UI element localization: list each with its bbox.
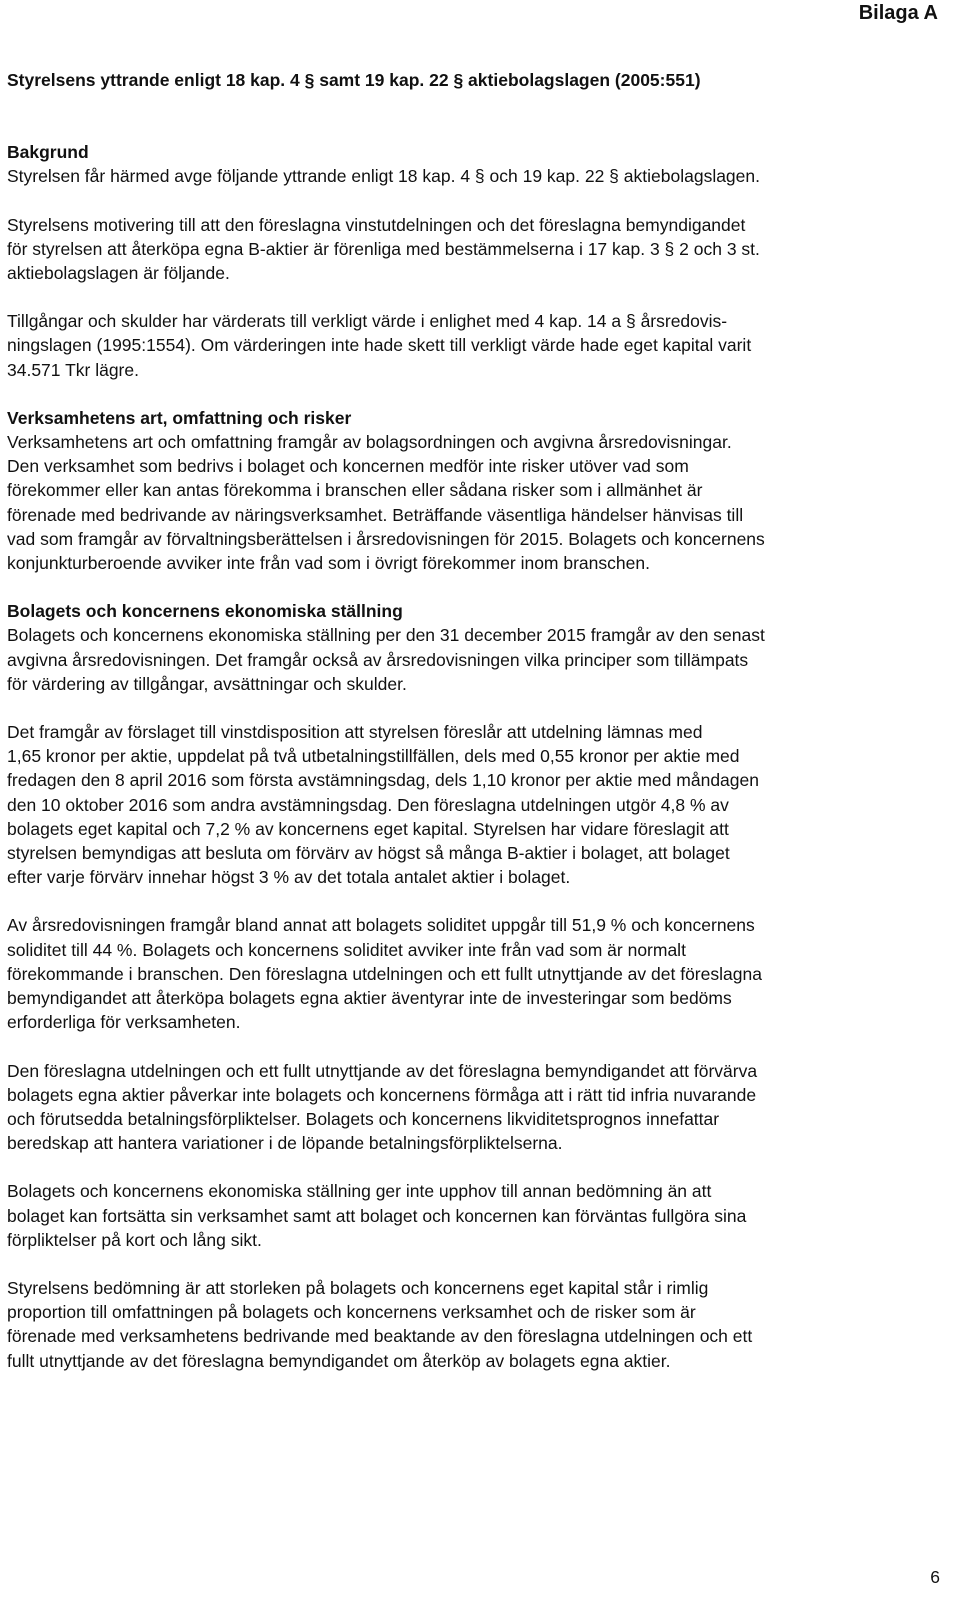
- text-line: den 10 oktober 2016 som andra avstämningsdag. Den föreslagna utdelningen utgör 4,8 % av: [7, 794, 729, 815]
- text-line: bolagets egna aktier påverkar inte bolagets och koncernens förmåga att i rätt tid infria nuvarande: [7, 1084, 757, 1105]
- section-dividend: [7, 720, 952, 889]
- text-line: proportion till omfattningen på bolagets och koncernens verksamhet och de risker som är: [7, 1302, 696, 1323]
- text-line: bemyndigandet att återköpa bolagets egna aktier äventyrar inte de investeringar som bedöms: [7, 988, 732, 1009]
- text-line: bolaget kan fortsätta sin verksamhet samt att bolaget och koncernen kan förväntas fullgöra sina: [7, 1205, 747, 1226]
- text-line: Bolagets och koncernens ekonomiska ställning ger inte upphov till annan bedömning än att: [7, 1181, 712, 1202]
- text-line: soliditet till 44 %. Bolagets och koncernens soliditet avviker inte från vad som är normalt: [7, 939, 686, 960]
- section-liquidity: [7, 1059, 952, 1156]
- text-line: för styrelsen att återköpa egna B-aktier är förenliga med bestämmelserna i 17 kap. 3 § 2 och 3 st.: [7, 238, 760, 259]
- section-valuation: [7, 309, 952, 382]
- text-line: Det framgår av förslaget till vinstdisposition att styrelsen föreslår att utdelning lämnas med: [7, 722, 703, 743]
- text-line: konjunkturberoende avviker inte från vad som i övrigt förekommer inom branschen.: [7, 553, 650, 574]
- text-line: fredagen den 8 april 2016 som första avstämningsdag, dels 1,10 kronor per aktie med måndagen: [7, 770, 759, 791]
- text-line: avgivna årsredovisningen. Det framgår också av årsredovisningen vilka principer som tillämpats: [7, 649, 749, 670]
- text-line: Den föreslagna utdelningen och ett fullt utnyttjande av det föreslagna bemyndigandet att förvärva: [7, 1060, 758, 1081]
- text-line: 1,65 kronor per aktie, uppdelat på två utbetalningstillfällen, dels med 0,55 kronor per aktie med: [7, 746, 740, 767]
- text-line: Styrelsens bedömning är att storleken på bolagets och koncernens eget kapital står i rimlig: [7, 1277, 709, 1298]
- text-line: styrelsen bemyndigas att besluta om förvärv av högst så många B-aktier i bolaget, att bolaget: [7, 843, 730, 864]
- text-line: efter varje förvärv innehar högst 3 % av det totala antalet aktier i bolaget.: [7, 867, 571, 888]
- text-line: Av årsredovisningen framgår bland annat att bolagets soliditet uppgår till 51,9 % och koncernens: [7, 915, 755, 936]
- section-background: [7, 140, 952, 285]
- text-line: för värdering av tillgångar, avsättningar och skulder.: [7, 673, 407, 694]
- text-line: fullt utnyttjande av det föreslagna bemyndigandet om återköp av bolagets egna aktier.: [7, 1350, 671, 1371]
- text-line: Den verksamhet som bedrivs i bolaget och koncernen medför inte risker utöver vad som: [7, 456, 689, 477]
- text-line: beredskap att hantera variationer i de löpande betalningsförpliktelserna.: [7, 1133, 563, 1154]
- section-heading: Bakgrund: [7, 142, 89, 163]
- text-line: Verksamhetens art och omfattning framgår av bolagsordningen och avgivna årsredovisningar.: [7, 432, 732, 453]
- section-heading: Bolagets och koncernens ekonomiska ställning: [7, 601, 403, 622]
- text-line: erforderliga för verksamheten.: [7, 1012, 241, 1033]
- text-line: förpliktelser på kort och lång sikt.: [7, 1229, 262, 1250]
- text-line: och förutsedda betalningsförpliktelser. Bolagets och koncernens likviditetsprognos innefattar: [7, 1108, 720, 1129]
- text-line: förekommande i branschen. Den föreslagna utdelningen och ett fullt utnyttjande av det föreslagna: [7, 963, 762, 984]
- text-line: förenade med bedrivande av näringsverksamhet. Beträffande väsentliga händelser hänvisas till: [7, 504, 744, 525]
- document-title: Styrelsens yttrande enligt 18 kap. 4 § samt 19 kap. 22 § aktiebolagslagen (2005:551): [7, 70, 701, 90]
- text-line: Bolagets och koncernens ekonomiska ställning per den 31 december 2015 framgår av den senast: [7, 625, 765, 646]
- text-line: vad som framgår av förvaltningsberättelsen i årsredovisningen för 2015. Bolagets och koncernens: [7, 528, 765, 549]
- section-nature: [7, 406, 952, 575]
- text-line: bolagets eget kapital och 7,2 % av koncernens eget kapital. Styrelsen har vidare föreslagit att: [7, 818, 729, 839]
- text-line: aktiebolagslagen är följande.: [7, 263, 230, 284]
- text-line: Styrelsens motivering till att den föreslagna vinstutdelningen och det föreslagna bemyndigandet: [7, 214, 746, 235]
- page-number: 6: [930, 1567, 940, 1587]
- section-board-assessment: [7, 1276, 952, 1373]
- text-line: förenade med verksamhetens bedrivande med beaktande av den föreslagna utdelningen och ett: [7, 1326, 753, 1347]
- text-line: 34.571 Tkr lägre.: [7, 359, 139, 380]
- section-solidity: [7, 913, 952, 1034]
- section-financial-position: [7, 599, 952, 696]
- appendix-label: Bilaga A: [858, 2, 938, 24]
- text-line: Tillgångar och skulder har värderats till verkligt värde i enlighet med 4 kap. 14 a § årsredovis-: [7, 311, 728, 332]
- text-line: ningslagen (1995:1554). Om värderingen inte hade skett till verkligt värde hade eget kapital varit: [7, 335, 752, 356]
- section-continuation: [7, 1179, 952, 1252]
- text-line: Styrelsen får härmed avge följande yttrande enligt 18 kap. 4 § och 19 kap. 22 § aktiebolagslagen.: [7, 166, 760, 187]
- text-line: förekommer eller kan antas förekomma i branschen eller sådana risker som i allmänhet är: [7, 480, 703, 501]
- document-body: [7, 68, 952, 1373]
- section-heading: Verksamhetens art, omfattning och risker: [7, 407, 352, 428]
